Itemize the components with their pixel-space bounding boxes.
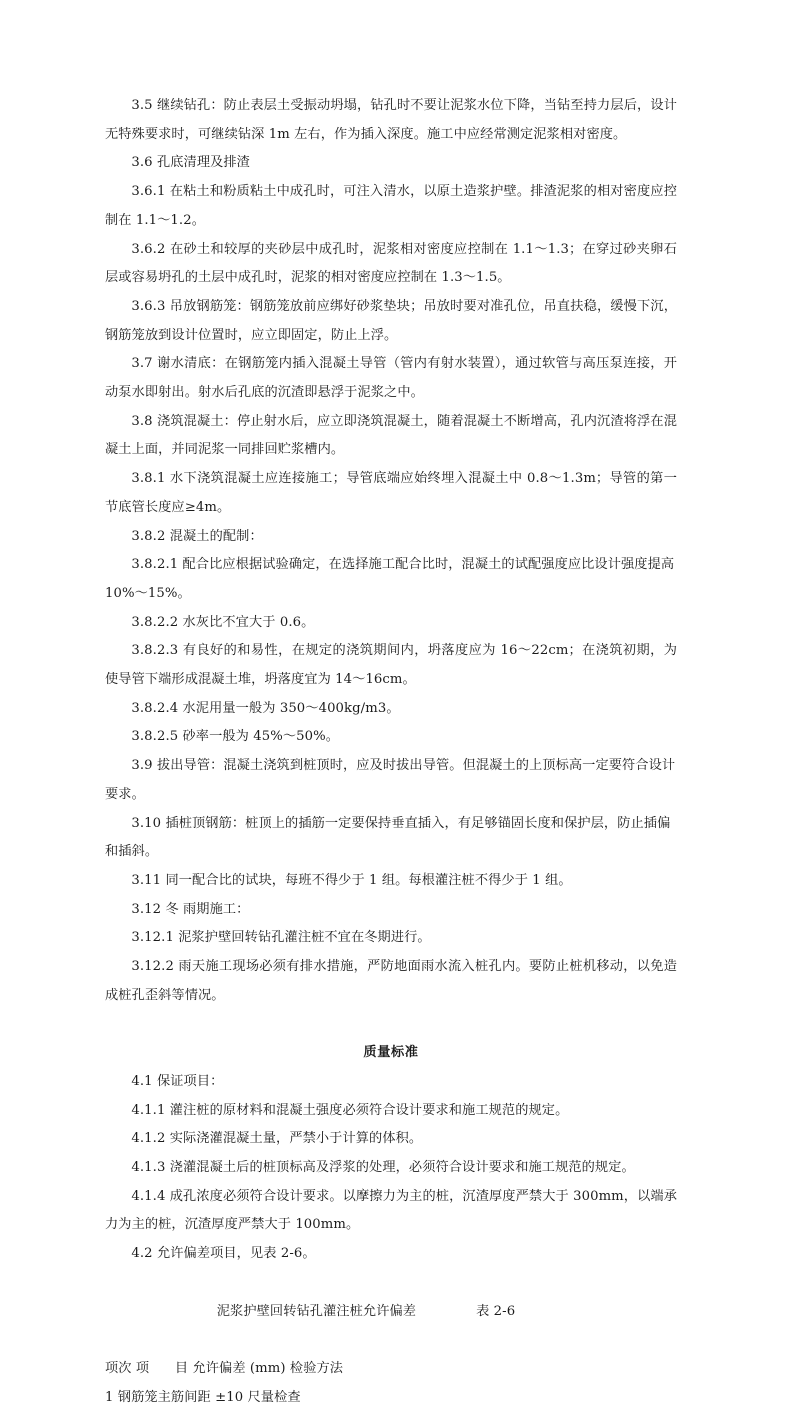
paragraph-3-11: 3.11 同一配合比的试块，每班不得少于 1 组。每根灌注桩不得少于 1 组。 xyxy=(131,872,572,888)
paragraph-3-8-1: 3.8.1 水下浇筑混凝土应连接施工；导管底端应始终埋入混凝土中 0.8～1.3m；导管的第一节底管长度应≥4m。 xyxy=(105,471,677,515)
paragraph-4-1: 4.1 保证项目： xyxy=(131,1073,224,1089)
paragraph-3-5: 3.5 继续钻孔：防止表层土受振动坍塌，钻孔时不要让泥浆水位下降，当钻至持力层后，设计无特殊要求时，可继续钻深 1m 左右，作为插入深度。施工中应经常测定泥浆相对密度。 xyxy=(105,98,677,142)
quality-standard-heading: 质量标准 xyxy=(363,1045,419,1061)
tolerance-table-title: 泥浆护壁回转钻孔灌注桩允许偏差 xyxy=(216,1303,417,1319)
paragraph-4-1-3: 4.1.3 浇灌混凝土后的桩顶标高及浮浆的处理，必须符合设计要求和施工规范的规定。 xyxy=(131,1160,635,1175)
paragraph-3-8-2-2: 3.8.2.2 水灰比不宜大于 0.6。 xyxy=(131,614,315,630)
paragraph-3-12: 3.12 冬 雨期施工： xyxy=(131,901,250,917)
paragraph-3-8-2: 3.8.2 混凝土的配制： xyxy=(131,528,263,544)
section-gap xyxy=(105,1011,677,1040)
paragraph-4-1-2: 4.1.2 实际浇灌混凝土量，严禁小于计算的体积。 xyxy=(131,1131,423,1147)
paragraph-4-2: 4.2 允许偏差项目，见表 2-6。 xyxy=(131,1246,316,1262)
paragraph-3-12-1: 3.12.1 泥浆护壁回转钻孔灌注桩不宜在冬期进行。 xyxy=(131,930,431,946)
tolerance-table-row: 1 钢筋笼主筋间距 ±10 尺量检查 xyxy=(105,1389,301,1405)
tolerance-table-caption xyxy=(105,1269,677,1355)
paragraph-3-6-2: 3.6.2 在砂土和较厚的夹砂层中成孔时，泥浆相对密度应控制在 1.1～1.3；在穿过砂夹卵石层或容易坍孔的土层中成孔时，泥浆的相对密度应控制在 1.3～1.5。 xyxy=(105,241,677,286)
paragraph-3-6: 3.6 孔底清理及排渣 xyxy=(131,155,250,171)
paragraph-3-6-1: 3.6.1 在粘土和粉质粘土中成孔时，可注入清水，以原土造浆护壁。排渣泥浆的相对密度应控制在 1.1～1.2。 xyxy=(105,184,677,228)
paragraph-3-6-3: 3.6.3 吊放钢筋笼：钢筋笼放前应绑好砂浆垫块；吊放时要对准孔位，吊直扶稳，缓慢下沉，钢筋笼放到设计位置时，应立即固定，防止上浮。 xyxy=(105,298,677,343)
paragraph-4-1-4: 4.1.4 成孔浓度必须符合设计要求。以摩擦力为主的桩，沉渣厚度严禁大于 300mm，以端承力为主的桩，沉渣厚度严禁大于 100mm。 xyxy=(105,1188,677,1233)
paragraph-3-8: 3.8 浇筑混凝土：停止射水后，应立即浇筑混凝土，随着混凝土不断增高，孔内沉渣将浮在混凝土上面，并同泥浆一同排回贮浆槽内。 xyxy=(105,413,677,458)
paragraph-3-8-2-3: 3.8.2.3 有良好的和易性，在规定的浇筑期间内，坍落度应为 16～22cm；在浇筑初期，为使导管下端形成混凝土堆，坍落度宜为 14～16cm。 xyxy=(105,643,677,688)
paragraph-3-10: 3.10 插桩顶钢筋：桩顶上的插筋一定要保持垂直插入，有足够锚固长度和保护层，防止插偏和插斜。 xyxy=(105,815,671,860)
page-content xyxy=(105,92,677,1412)
paragraph-4-1-1: 4.1.1 灌注桩的原材料和混凝土强度必须符合设计要求和施工规范的规定。 xyxy=(131,1102,569,1118)
tolerance-table-number: 表 2-6 xyxy=(476,1303,516,1319)
paragraph-3-12-2: 3.12.2 雨天施工现场必须有排水措施，严防地面雨水流入桩孔内。要防止桩机移动，以免造成桩孔歪斜等情况。 xyxy=(105,959,677,1003)
tolerance-table-header-row: 项次 项 目 允许偏差 (mm) 检验方法 xyxy=(105,1360,344,1376)
paragraph-3-7: 3.7 谢水清底：在钢筋笼内插入混凝土导管（管内有射水装置），通过软管与高压泵连接，开动泵水即射出。射水后孔底的沉渣即悬浮于泥浆之中。 xyxy=(105,356,677,401)
paragraph-3-9: 3.9 拔出导管：混凝土浇筑到桩顶时，应及时拔出导管。但混凝土的上顶标高一定要符合设计要求。 xyxy=(105,758,676,802)
paragraph-3-8-2-1: 3.8.2.1 配合比应根据试验确定，在选择施工配合比时，混凝土的试配强度应比设计强度提高 10%～15%。 xyxy=(105,557,675,601)
paragraph-3-8-2-5: 3.8.2.5 砂率一般为 45%～50%。 xyxy=(131,729,340,745)
paragraph-3-8-2-4: 3.8.2.4 水泥用量一般为 350～400kg/m3。 xyxy=(131,700,400,716)
